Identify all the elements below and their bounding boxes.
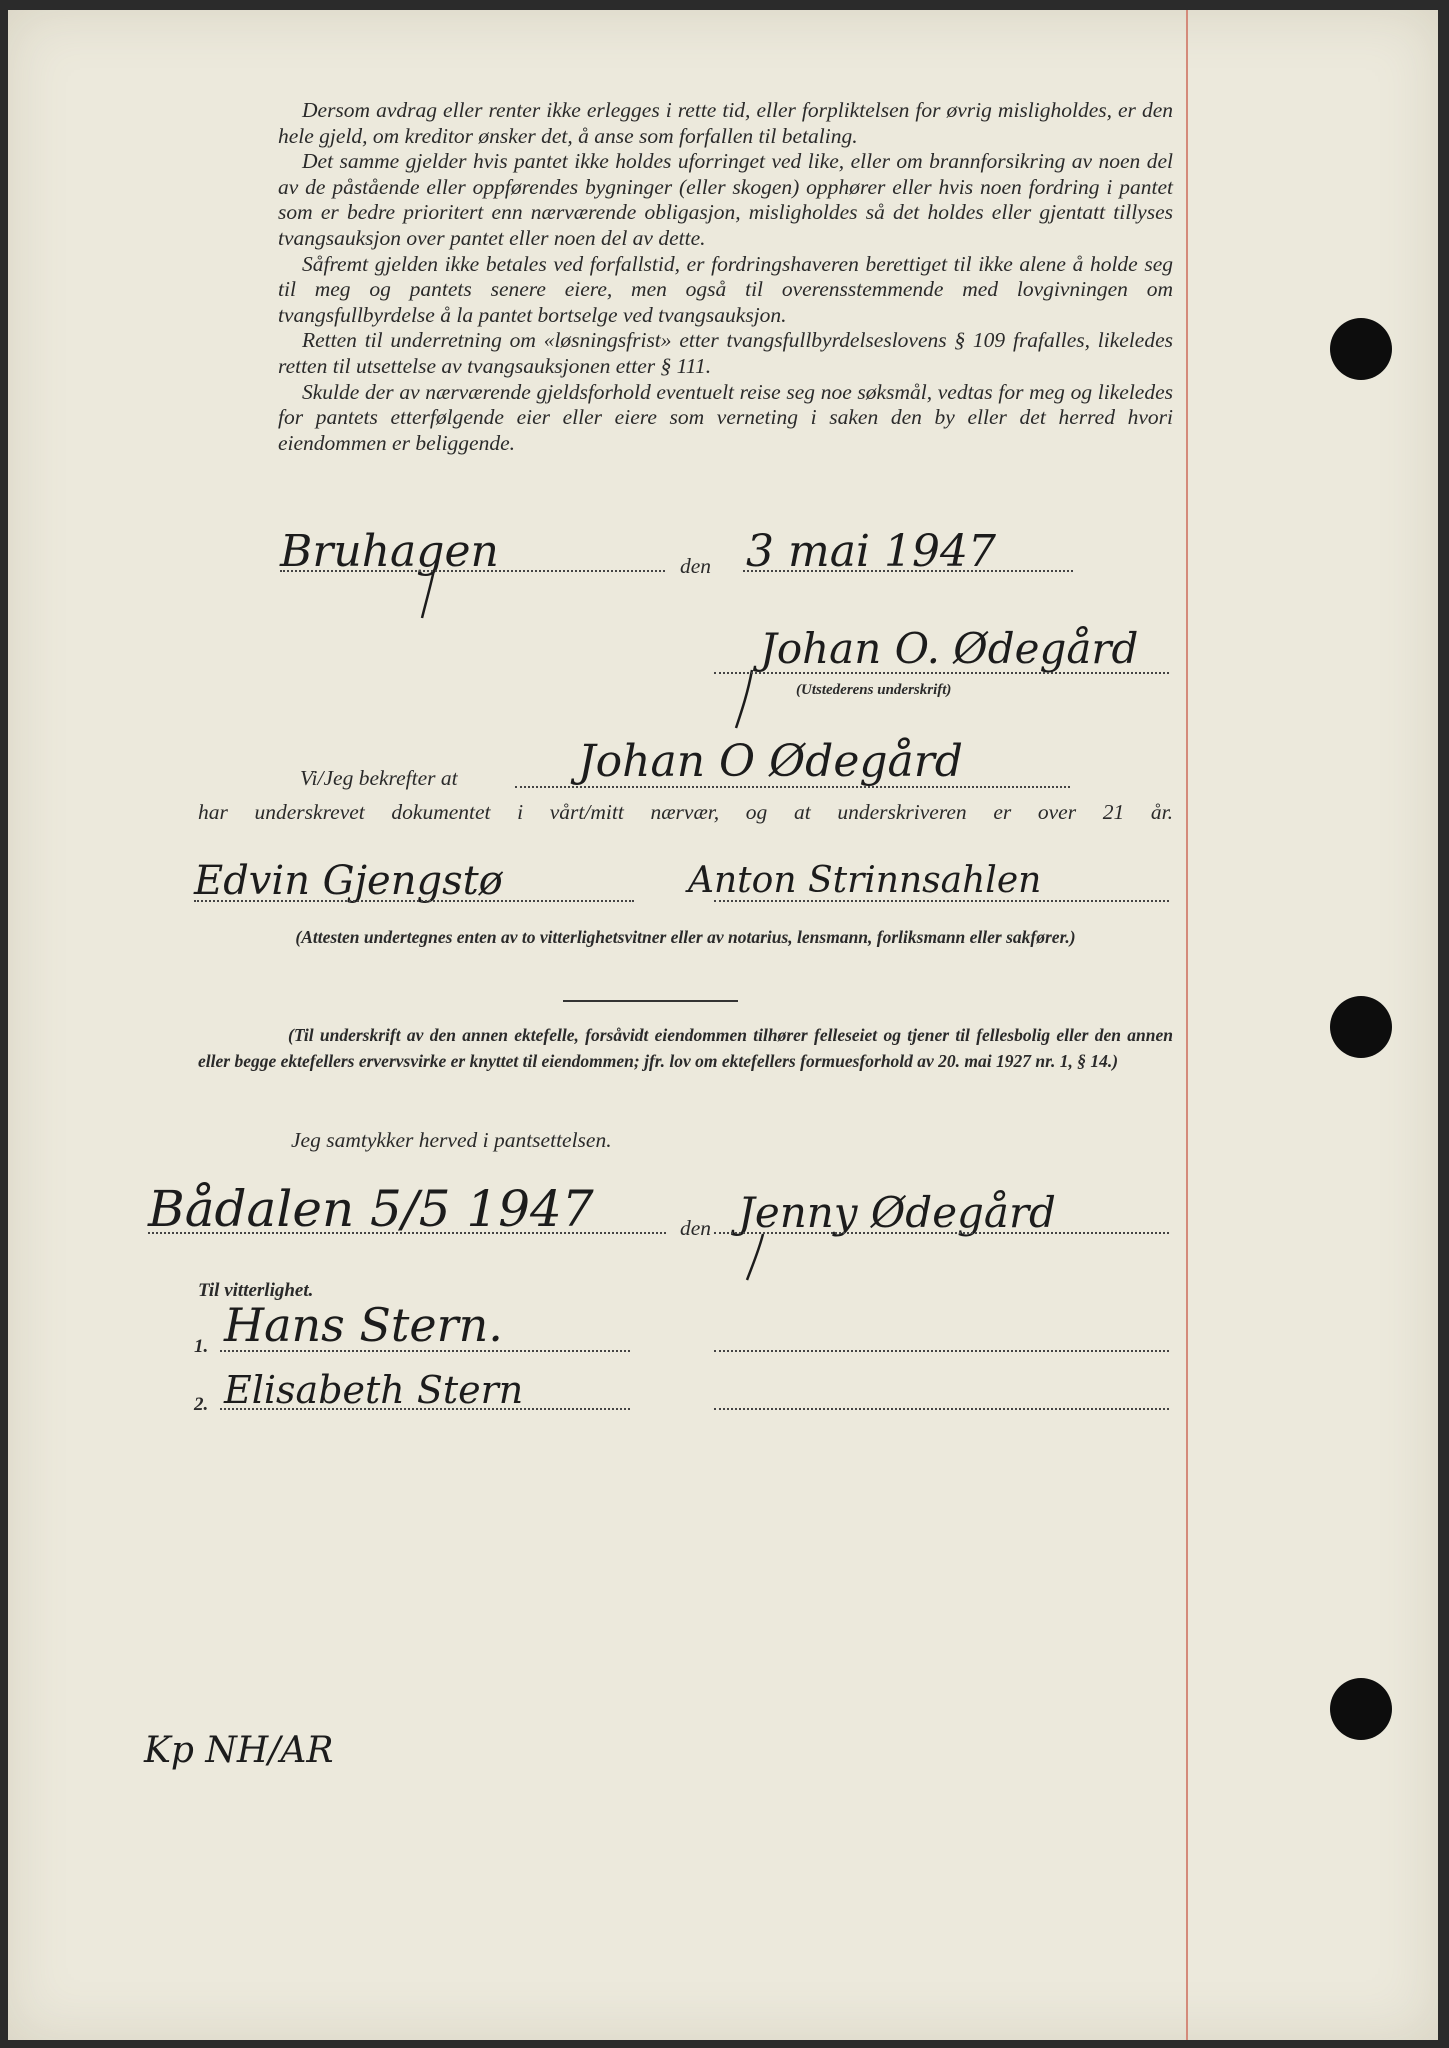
terms-text	[278, 98, 1173, 456]
paragraph-default: Dersom avdrag eller renter ikke erlegges i rette tid, eller forpliktelsen for øvrig misligholdes, er den hele gjeld, om kreditor ønsker det, å anse som forfallen til betaling.	[278, 98, 1173, 148]
witness-1-signature: Edvin Gjengstø	[194, 858, 503, 904]
date-den-label: den	[680, 554, 712, 578]
vitterlighet-line-2-left	[220, 1408, 630, 1410]
place-flourish	[416, 570, 446, 620]
confirm-name-line	[515, 786, 1070, 788]
vitterlighet-witness-2: Elisabeth Stern	[224, 1368, 524, 1412]
issuer-signature-line	[714, 672, 1169, 674]
issuer-signature-flourish	[730, 670, 760, 730]
spouse-signature-flourish	[743, 1234, 773, 1284]
spouse-note-text: (Til underskrift av den annen ektefelle, forsåvidt eiendommen tilhører felleseiet og tjener til fellesbolig eller den annen eller begge ektefellers ervervsvirke er knyttet til eiendommen; jfr. lov om ektefellers formuesforhold av 20. mai 1927 nr. 1, § 14.)	[198, 1025, 1173, 1071]
consent-den-label: den	[680, 1216, 712, 1240]
confirm-label: Vi/Jeg bekrefter at	[300, 766, 458, 790]
vitterlighet-line-2-right	[714, 1408, 1169, 1410]
punch-hole	[1330, 318, 1392, 380]
vitterlighet-line-1-left	[220, 1350, 630, 1352]
section-divider	[563, 1000, 738, 1002]
punch-hole	[1330, 1678, 1392, 1740]
spouse-signature: Jenny Ødegård	[738, 1188, 1056, 1237]
consent-place-date-handwritten: Bådalen 5/5 1947	[148, 1180, 594, 1238]
punch-hole	[1330, 996, 1392, 1058]
consent-place-line	[148, 1232, 666, 1234]
consent-statement: Jeg samtykker herved i pantsettelsen.	[291, 1128, 612, 1152]
spouse-note	[198, 1022, 1173, 1074]
witness-2-line	[714, 900, 1169, 902]
spouse-signature-line	[714, 1232, 1169, 1234]
witness-1-line	[194, 900, 634, 902]
document-page	[8, 10, 1438, 2040]
red-margin-line	[1186, 10, 1188, 2040]
place-line	[280, 570, 665, 572]
vitterlighet-witness-1: Hans Stern.	[224, 1298, 503, 1352]
place-handwritten: Bruhagen	[280, 526, 499, 577]
paragraph-fire-insurance: Det samme gjelder hvis pantet ikke holdes uforringet ved like, eller om brannforsikring av noen del av de påstående eller oppførendes bygninger (eller skogen) opphører eller hvis noen fordring i pantet som er bedre prioritert enn nærværende obligasjon, misligholdes så det holdes eller gjentatt tillyses tvangsauksjon over pantet eller noen del av dette.	[278, 149, 1173, 250]
issuer-caption: (Utstederens underskrift)	[796, 682, 952, 698]
vitterlighet-num-2: 2.	[194, 1394, 209, 1415]
vitterlighet-label: Til vitterlighet.	[198, 1280, 314, 1301]
date-line	[743, 570, 1073, 572]
confirmed-name-handwritten: Johan O Ødegård	[578, 736, 963, 787]
paragraph-forced-sale: Såfremt gjelden ikke betales ved forfallstid, er fordringshaveren berettiget til ikke alene å holde seg til meg og pantets senere eiere, men også til overensstemmende med lovgivningen om tvangsfullbyrdelse å la pantet bortselge ved tvangsauksjon.	[278, 251, 1173, 327]
witness-2-signature: Anton Strinnsahlen	[688, 860, 1042, 901]
issuer-signature: Johan O. Ødegård	[760, 624, 1139, 673]
witness-statement: har underskrevet dokumentet i vårt/mitt nærvær, og at underskriveren er over 21 år.	[198, 800, 1173, 824]
date-handwritten: 3 mai 1947	[746, 526, 996, 577]
vitterlighet-num-1: 1.	[194, 1336, 209, 1357]
paragraph-notice: Retten til underretning om «løsningsfrist» etter tvangsfullbyrdelseslovens § 109 frafalles, likeledes retten til utsettelse av tvangsauksjonen etter § 111.	[278, 328, 1173, 378]
attestation-note: (Attesten undertegnes enten av to vitterlighetsvitner eller av notarius, lensmann, forliksmann eller sakfører.)	[295, 927, 1076, 947]
margin-note: Kp NH/AR	[144, 1730, 334, 1771]
vitterlighet-line-1-right	[714, 1350, 1169, 1352]
paragraph-venue: Skulde der av nærværende gjeldsforhold eventuelt reise seg noe søksmål, vedtas for meg og likeledes for pantets etterfølgende eier eller eiere som verneting i saken den by eller det herred hvori eiendommen er beliggende.	[278, 379, 1173, 455]
